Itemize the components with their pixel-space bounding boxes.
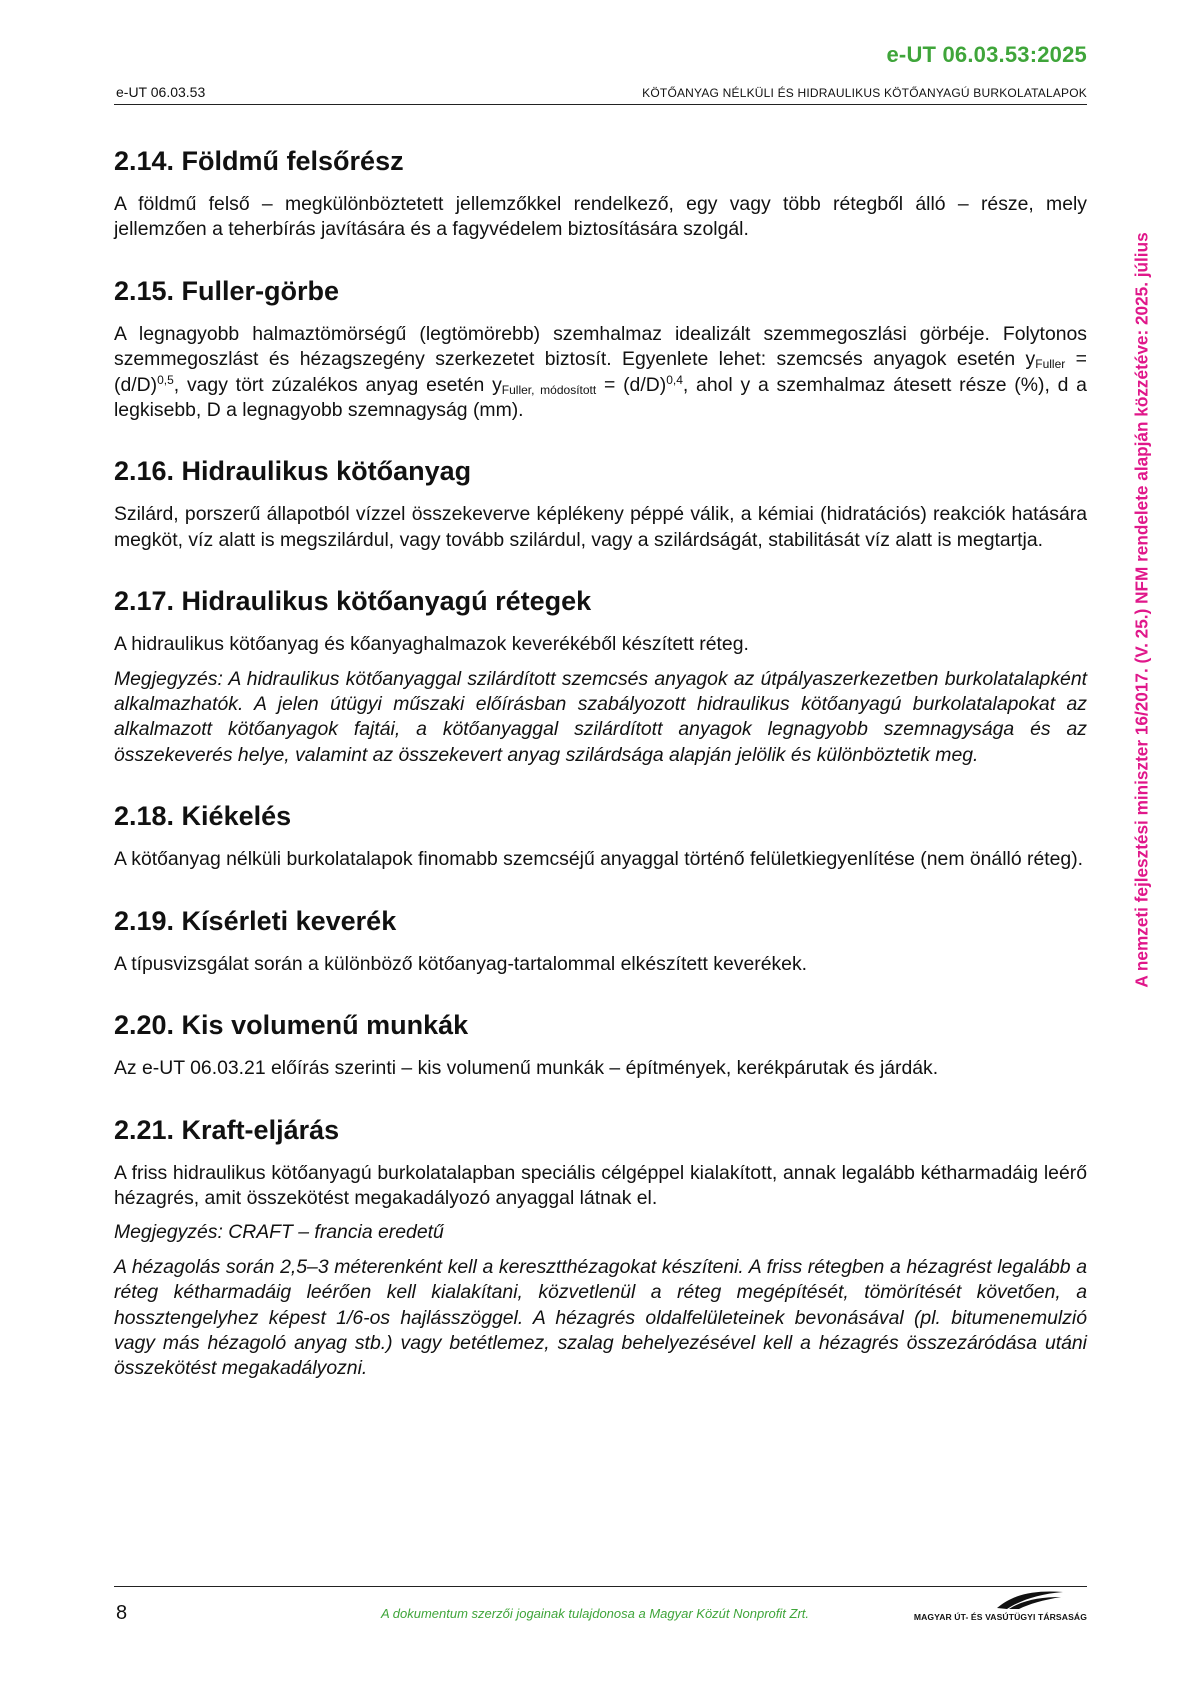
section-paragraph: Szilárd, porszerű állapotból vízzel összekeverve képlékeny péppé válik, a kémiai (hidratációs) reakciók hatására megköt, víz alatt is megszilárdul, vagy tovább szilárdul, vagy a szilárdságát, stabilitását víz alatt is megtartja. bbox=[114, 503, 1087, 551]
section-paragraph: Az e-UT 06.03.21 előírás szerinti – kis volumenű munkák – építmények, kerékpárutak és járdák. bbox=[114, 1057, 939, 1080]
page-number: 8 bbox=[116, 1602, 128, 1624]
header-title: KÖTŐANYAG NÉLKÜLI ÉS HIDRAULIKUS KÖTŐANYAGÚ BURKOLATALAPOK bbox=[642, 86, 1087, 100]
section-title: 2.17. Hidraulikus kötőanyagú rétegek bbox=[114, 586, 592, 617]
document-body bbox=[114, 144, 1087, 1413]
logo-text: MAGYAR ÚT- ÉS VASÚTÜGYI TÁRSASÁG bbox=[913, 1612, 1087, 1622]
header-divider bbox=[114, 104, 1087, 105]
text-run: = (d/D) bbox=[596, 373, 667, 396]
society-logo bbox=[913, 1588, 1087, 1624]
section-title: 2.14. Földmű felsőrész bbox=[114, 146, 404, 176]
section-2-16 bbox=[114, 454, 1087, 553]
section-paragraph bbox=[114, 322, 1087, 424]
section-note: Megjegyzés: A hidraulikus kötőanyaggal szilárdított szemcsés anyagok az útpályaszerkezetben burkolatalapként alkalmazhatók. A jelen útügyi műszaki előírásban szabályozott hidraulikus kötőanyagú burkolatalapokat az alkalmazott kötőanyagok fajtái, a kötőanyaggal szilárdított anyagok legnagyobb szemnagysága és az összekeverés helye, valamint az összekevert anyag szilárdsága alapján jelölik és különböztetik meg. bbox=[114, 667, 1087, 766]
section-2-21 bbox=[114, 1113, 1087, 1382]
section-2-15 bbox=[114, 274, 1087, 424]
text-run: , ahol y a szemhalmaz átesett része (%), d a legkisebb, D a legnagyobb szemnagyság (mm). bbox=[114, 373, 1087, 422]
text-run: A legnagyobb halmaztömörségű (legtömörebb) szemhalmaz idealizált szemmegoszlási görbéje. Folytonos szemmegoszlást és hézagszegény szerkezetet biztosít. Egyenlete lehet: szemcsés anyagok esetén y bbox=[114, 322, 1087, 371]
section-title: 2.20. Kis volumenű munkák bbox=[114, 1010, 469, 1041]
copyright-notice: A dokumentum szerzői jogainak tulajdonosa a Magyar Közút Nonprofit Zrt. bbox=[380, 1606, 809, 1621]
superscript: 0,5 bbox=[157, 372, 174, 387]
publication-note-vertical: A nemzeti fejlesztési miniszter 16/2017. (V. 25.) NFM rendelete alapján közzétéve: 2025. július bbox=[1131, 232, 1152, 988]
section-title: 2.18. Kiékelés bbox=[114, 801, 292, 832]
section-paragraph: A földmű felső – megkülönböztetett jellemzőkkel rendelkező, egy vagy több rétegből álló – része, mely jellemzően a teherbírás javítására és a fagyvédelem biztosítására szolgál. bbox=[114, 193, 1087, 241]
section-note: A hézagolás során 2,5–3 méterenként kell a keresztthézagokat készíteni. A friss rétegben a hézagrést legalább a réteg kétharmadáig leérően kell kialakítani, közvetlenül a réteg megépítését, tömörítését követően, a hossztengelyhez képest 1/6-os hajlásszöggel. A hézagrés oldalfelületeinek bevonásával (pl. bitumenemulzió vagy más hézagoló anyag stb.) vagy betétlemez, szalag behelyezésével kell a hézagrés összezáródása utáni összekötést megakadályozni. bbox=[114, 1255, 1087, 1380]
section-2-19 bbox=[114, 904, 1087, 977]
section-paragraph: A friss hidraulikus kötőanyagú burkolatalapban speciális célgéppel kialakított, annak legalább kétharmadáig leérő hézagrés, amit összekötést megakadályozó anyaggal látnak el. bbox=[114, 1161, 1087, 1209]
header-left-code: e-UT 06.03.53 bbox=[116, 84, 206, 100]
section-paragraph: A hidraulikus kötőanyag és kőanyaghalmazok keverékéből készített réteg. bbox=[114, 633, 749, 656]
section-note: Megjegyzés: CRAFT – francia eredetű bbox=[114, 1221, 444, 1244]
section-paragraph: A kötőanyag nélküli burkolatalapok finomabb szemcséjű anyaggal történő felületkiegyenlítése (nem önálló réteg). bbox=[114, 848, 1084, 871]
text-run: = (d/D) bbox=[114, 348, 1087, 396]
subscript: Fuller, módosított bbox=[501, 382, 597, 397]
section-2-14 bbox=[114, 144, 1087, 243]
section-2-17 bbox=[114, 584, 1087, 768]
road-swoosh-icon bbox=[995, 1588, 1065, 1610]
text-run: , vagy tört zúzalékos anyag esetén y bbox=[173, 373, 502, 396]
superscript: 0,4 bbox=[666, 372, 683, 387]
section-paragraph: A típusvizsgálat során a különböző kötőanyag-tartalommal elkészített keverékek. bbox=[114, 952, 808, 975]
section-title: 2.15. Fuller-görbe bbox=[114, 275, 340, 306]
section-title: 2.21. Kraft-eljárás bbox=[114, 1114, 340, 1145]
section-title: 2.16. Hidraulikus kötőanyag bbox=[114, 456, 472, 487]
subscript: Fuller bbox=[1035, 357, 1066, 372]
section-2-18 bbox=[114, 799, 1087, 872]
document-code: e-UT 06.03.53:2025 bbox=[886, 42, 1087, 67]
section-title: 2.19. Kísérleti keverék bbox=[114, 905, 397, 936]
footer-divider bbox=[114, 1586, 1087, 1587]
section-2-20 bbox=[114, 1008, 1087, 1081]
